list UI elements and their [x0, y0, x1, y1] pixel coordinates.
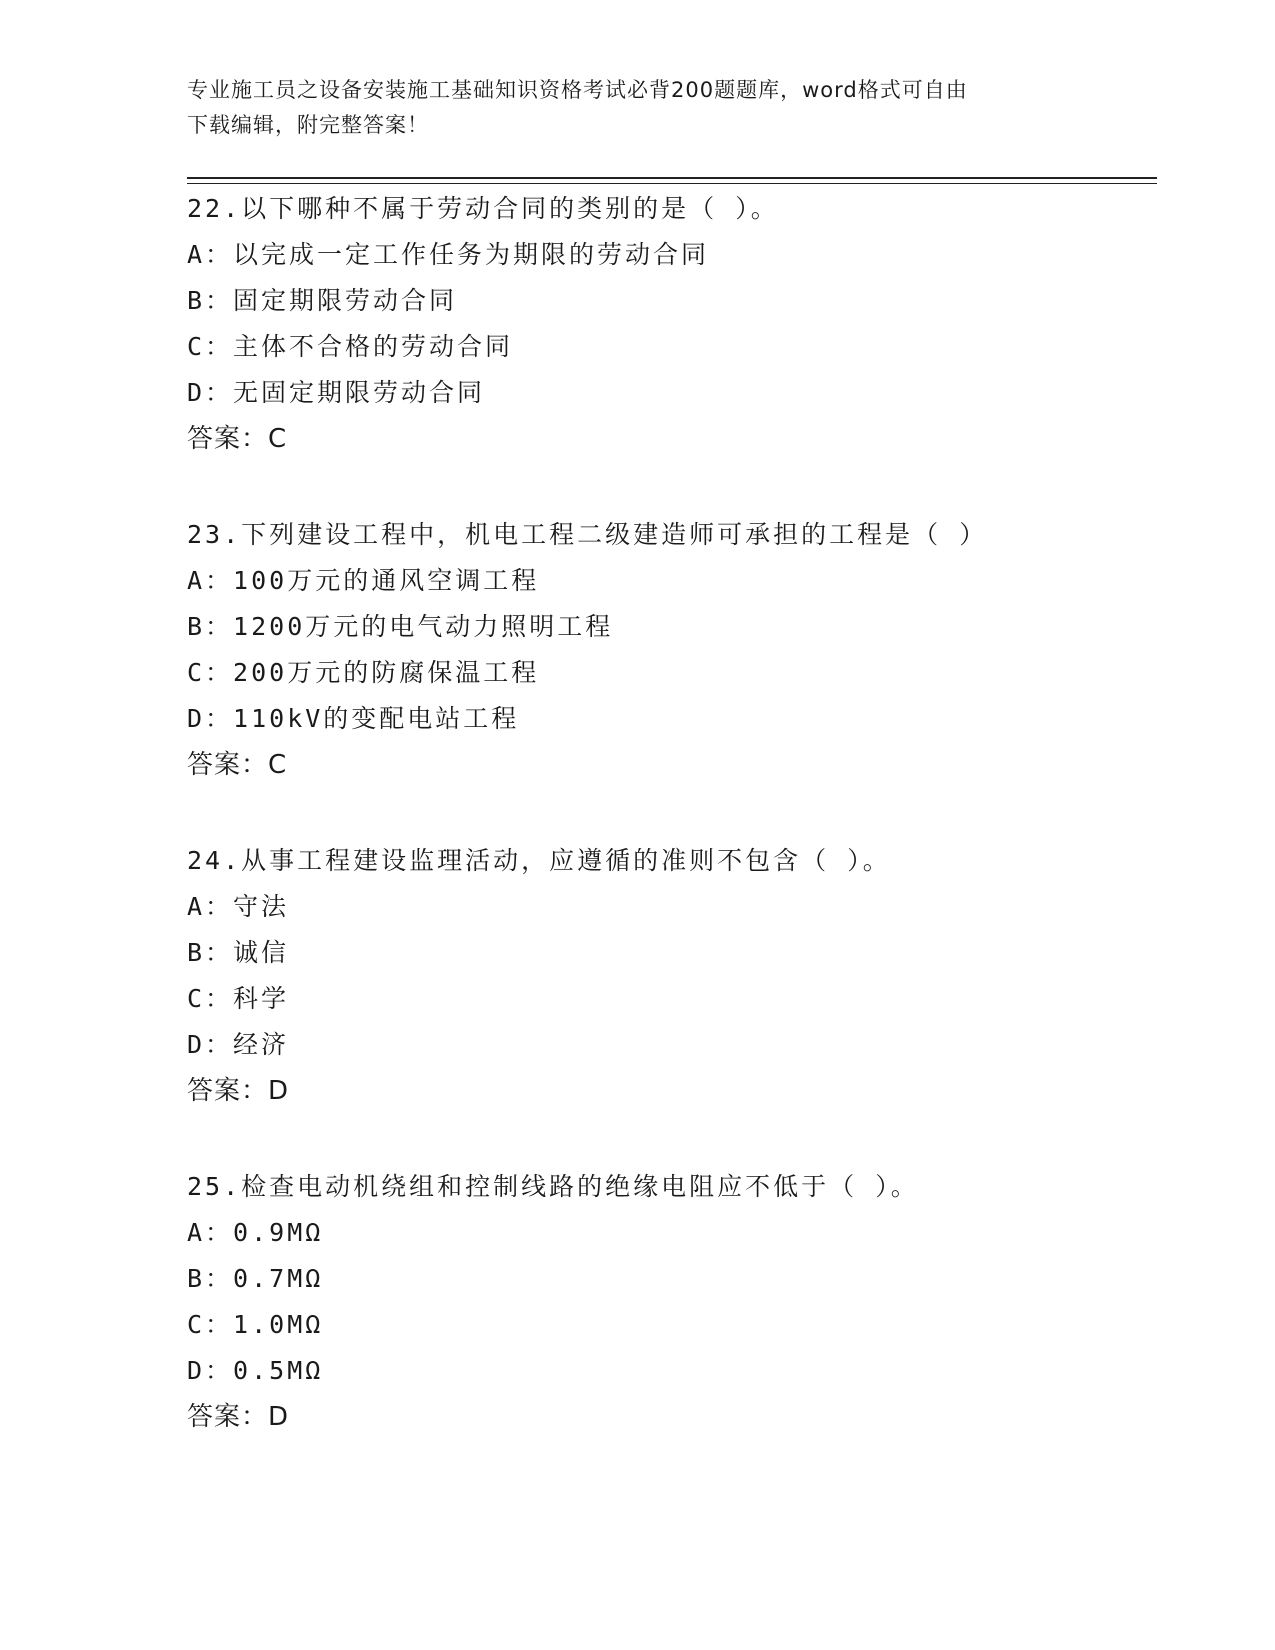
answer: 答案：C [187, 424, 288, 454]
option-b: B：诚信 [187, 938, 290, 967]
header-line-1: 专业施工员之设备安装施工基础知识资格考试必背200题题库，word格式可自由 [187, 78, 968, 102]
option-d: D：无固定期限劳动合同 [187, 378, 486, 407]
option-a: A：以完成一定工作任务为期限的劳动合同 [187, 240, 710, 269]
option-a: A：0.9MΩ [187, 1218, 324, 1247]
question-stem: 23.下列建设工程中，机电工程二级建造师可承担的工程是（ ） [187, 520, 988, 549]
option-d: D：110kV的变配电站工程 [187, 704, 520, 733]
document-header [187, 73, 1067, 143]
answer: 答案：C [187, 750, 288, 780]
header-line-2: 下载编辑，附完整答案！ [187, 113, 429, 137]
answer: 答案：D [187, 1076, 290, 1106]
header-divider-thin [187, 183, 1157, 184]
question-stem: 25.检查电动机绕组和控制线路的绝缘电阻应不低于（ ）。 [187, 1172, 919, 1201]
option-d: D：0.5MΩ [187, 1356, 324, 1385]
option-a: A：守法 [187, 892, 290, 921]
option-b: B：0.7MΩ [187, 1264, 324, 1293]
option-d: D：经济 [187, 1030, 290, 1059]
question-stem: 22.以下哪种不属于劳动合同的类别的是（ ）。 [187, 194, 779, 223]
option-b: B：固定期限劳动合同 [187, 286, 458, 315]
question-23 [187, 512, 1147, 788]
question-list [187, 186, 1147, 1490]
option-c: C：主体不合格的劳动合同 [187, 332, 514, 361]
option-b: B：1200万元的电气动力照明工程 [187, 612, 614, 641]
question-25 [187, 1164, 1147, 1440]
option-c: C：1.0MΩ [187, 1310, 324, 1339]
option-c: C：科学 [187, 984, 290, 1013]
question-24 [187, 838, 1147, 1114]
header-divider-thick [187, 177, 1157, 179]
answer: 答案：D [187, 1402, 290, 1432]
question-22 [187, 186, 1147, 462]
question-stem: 24.从事工程建设监理活动，应遵循的准则不包含（ ）。 [187, 846, 891, 875]
option-c: C：200万元的防腐保温工程 [187, 658, 540, 687]
option-a: A：100万元的通风空调工程 [187, 566, 540, 595]
